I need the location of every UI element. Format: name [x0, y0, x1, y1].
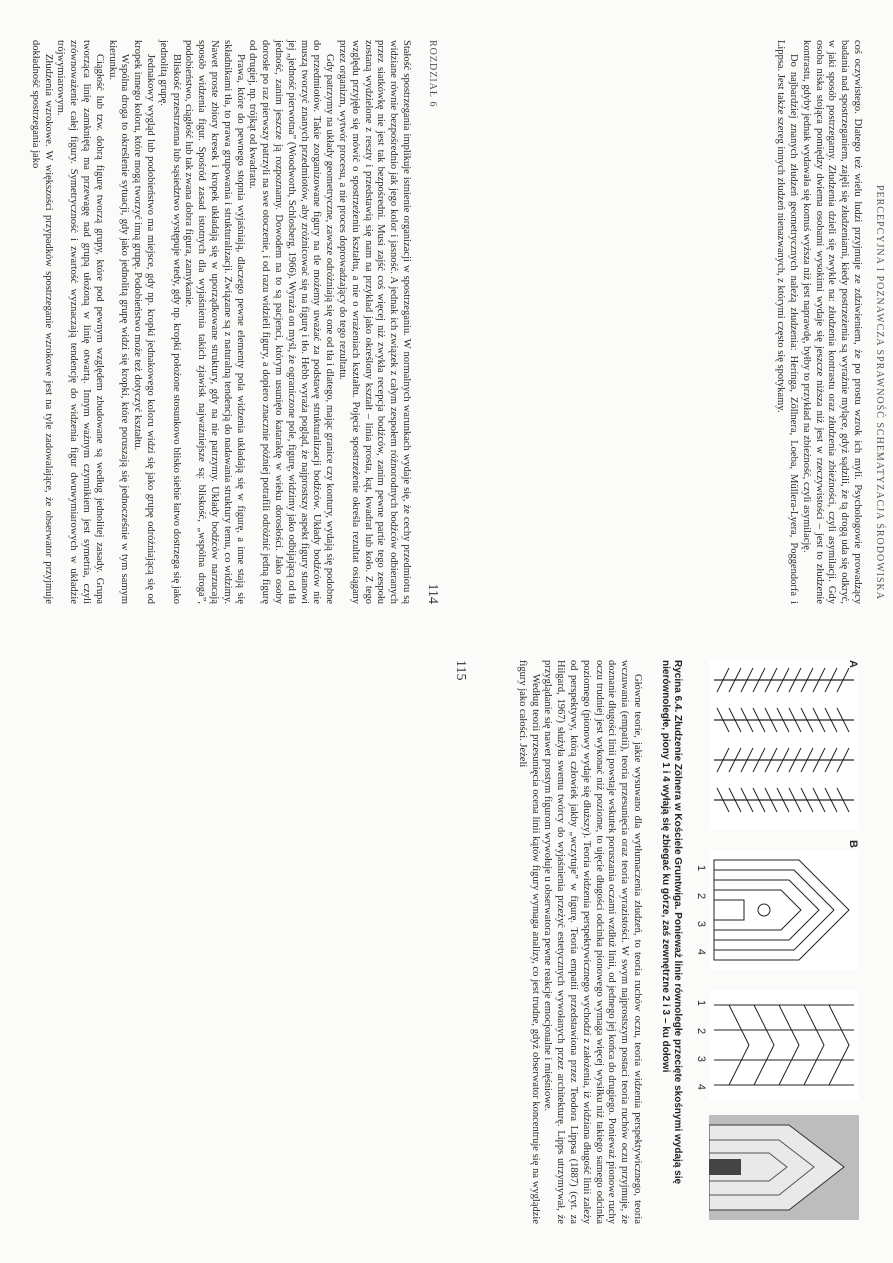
page-number: 115 [453, 660, 468, 681]
paragraph: Do najbardziej znanych złudzeń geometrycznych należą złudzenia: Heringa, Zöllnera, Loeba, Müllera-Lyera, Poggendorfa i Lippsa. Jest także szereg innych złudzeń nienazwanych, z którymi często się spotykamy. [775, 40, 800, 604]
left-page [0, 20, 446, 620]
illusion-panel-a [709, 660, 859, 830]
caption-title: Rycina 6.4. Złudzenie Zölnera w Kościele Gruntwiga. [672, 660, 683, 910]
right-page-top [446, 20, 893, 620]
number: 3 [695, 1055, 707, 1063]
number: 1 [695, 865, 707, 872]
panel-label-b: B [847, 840, 859, 848]
paragraph: Gdy patrzymy na układy geometryczne, zawsze odróżniają się one od tła i dlatego, mając granice czy kontury, wydają się podobne do przedmiotów. Takie zorganizowane figury na tle możemy uważać za podstawę strukturalizacji bodźców. Układy bodźców nie muszą tworzyć znanych przedmiotów, aby zróżnicować się na figurę i tło. Hebb wyraża pogląd, że najprostszy aspekt figury stanowi jej „jedność pierwotna” (Woodworth, Schlosberg, 1966). Wyraża on myśl, że ograniczone pole, figurę, widzimy jako odbijającą od tła jedność, zanim jeszcze ją rozpoznamy. Dowodem na to są pacjenci, którym usunięto kataraktę w wieku dorosłości. Jako osoby dorosłe po raz pierwszy patrzyli na swe otoczenie, i od razu widzieli figury, a dopiero znacznie później potrafili odróżnić jedną figurę od drugiej, np. trójkąt od kwadratu. [247, 40, 336, 604]
number: 2 [695, 1027, 707, 1035]
panel-c-numbers [695, 1000, 707, 1090]
text-column [773, 40, 863, 604]
number: 2 [695, 892, 707, 900]
paragraph: Główne teorie, jakie wysuwano dla wytłumaczenia złudzeń, to teoria ruchów oczu, teoria widzenia perspektywicznego, teoria wczuwania (empatii), teoria przesunięcia oraz teoria wyrazistości. W swym najprostszym postaci teoria ruchów oczu przyjmuje, że doznanie długości linii powstaje wskutek poruszania oczami wzdłuż linii, od jednego jej końca do drugiego. Ponieważ pionowe ruchy oczu trudniej jest wykonać niż poziome, to ujęcie długości odcinka pionowego wymaga więcej wysiłku niż takiego samego odcinka poziomego (pionowy wydaje się dłuższy). Teoria widzenia perspektywicznego wychodzi z założenia, iż widziana długość linii zależy od perspektywy, którą człowiek jakby „wczytuje” w figurę. Teoria empatii przedstawiona przez Teodora Lippsa (1887) (cyt. za Hilgard, 1967) służyła swemu twórcy do wyjaśnienia przeżyć estetycznych wywołanych przez architekturę. Lipps utrzymywał, że przyglądanie się nawet prostym figurom wywołuje u obserwatora pewne reakcje emocjonalne i mięśniowe. [542, 660, 643, 1224]
church-photo [709, 1115, 859, 1220]
caption-text: Ponieważ linie równoległe przecięte skośnymi wydają się nierównoległe, piony 1 i 4 wyłają się zbiegać ku górze, zaś zewnętrzne 2 i 3 – ku dołowi [660, 660, 683, 1185]
panel-b-numbers [695, 865, 707, 955]
figure-caption [659, 660, 683, 1220]
paragraph: Bliskość przestrzenna lub sąsiedztwo występuje wtedy, gdy np. kropki położone stosunkowo blisko siebie łatwo dostrzega się jako jednolitą grupę. [157, 40, 182, 604]
paragraph: coś oczywistego. Dlatego też wielu ludzi przyjmuje ze zdziwieniem, że po prostu wzrok ich myli. Psychologowie prowadzący badania nad spostrzeganiem, zajęli się złudzeniami, kiedy postrzeżenia są wyraźnie mylące, gdyż sądzili, że tą drogą uda się odkryć, w jaki sposób postrzegamy. Złudzenia dzieli się zwykle na: złudzenia kontrastu oraz złudzenia zbieżności, czyli asymilacji. Gdy osoba niska stojąca pomiędzy dwiema osobami wysokimi wydaje się jeszcze niższa niż jest w rzeczywistości – jest to złudzenie kontrastu, gdyby jednak wydawała się komuś wyższa niż jest naprawdę, byłby to przykład na zbieżność, czyli asymilację. [800, 40, 863, 604]
running-head: ROZDZIAŁ 6 [427, 40, 438, 108]
panel-label-a: A [847, 660, 859, 668]
paragraph: Złudzenia wzrokowe. W większości przypadków spostrzeganie wzrokowe jest na tyle zadowalające, że obserwator przyjmuje dokładność spostrzegania jako [29, 40, 54, 604]
illusion-panel-c-lines [709, 990, 859, 1100]
paragraph: Prawa, które do pewnego stopnia wyjaśniają, dlaczego pewne elementy pola widzenia układają się w figurę, a inne stają się składnikami tła, to prawa grupowania i strukturalizacji. Związane są z naturalną tendencją do nadawania struktury temu, co widzimy. Nawet proste zbiory kresek i kropek układają się w uporządkowane struktury, gdy na nie patrzymy. Układy bodźców narzucają sposób widzenia figur. Spośród zasad istotnych dla wyjaśnienia takich zjawisk najważniejsze są: bliskość, „wspólna droga”, podobieństwo, ciągłość lub tak zwana dobra figura, zamykanie. [183, 40, 246, 604]
running-head: PERCEPCYJNA I POZNAWCZA SPRAWNOŚĆ SCHEMATYZACJA ŚRODOWISKA [874, 184, 885, 600]
page-number: 114 [425, 583, 440, 604]
paragraph: Wspólna droga to określenie sytuacji, gdy jako jednolitą grupę widzi się kropki, które poruszają się jednocześnie w tym samym kierunku. [106, 40, 131, 604]
figure-zollner-illusion [689, 660, 859, 1220]
paragraph: Stałość spostrzegania implikuje istnienie organizacji w spostrzeganiu. W normalnych warunkach wydaje się, że cechy przedmiotu są widziane równie bezpośrednio jak jego kolor i jasność. A jednak ich związek z całym zespołem różnorodnych bodźców odbieranych przez siatkówkę nie jest tak bezpośredni. Musi zajść coś więcej niż zwykła recepcja bodźców, zanim pewne partie tego zespołu zostaną wydzielone z reszty i przedstawią się nam na przykład jako określony kształt – linia prosta, kąt, kwadrat lub koło. Z tego względu przyjęło się mówić o spostrzeżeniu kształtu, a nie o wrażeniach kształtu. Pojęcie spostrzeżenie określa rezultat osiągany przez organizm, wytwór procesu, a nie proces doprowadzający do tego rezultatu. [337, 40, 412, 604]
paragraph: Jednakowy wygląd lub podobieństwo ma miejsce, gdy np. kropki jednakowego koloru widzi się jako grupę odróżniającą się od kropek innego koloru, które mogą tworzyć inną grupę. Podobieństwo może też dotyczyć kształtu. [132, 40, 157, 604]
illusion-panel-b-church [709, 850, 859, 970]
number: 1 [695, 1000, 707, 1007]
right-page [446, 640, 893, 1240]
number: 4 [695, 1083, 707, 1090]
paragraph: Według teorii przesunięcia ocena linii kątów figury wymaga analizy, co jest trudne, gdyż obserwator koncentruje się na wyglądzie figury jako całości. Jeżeli [516, 660, 541, 1224]
text-column [515, 660, 643, 1224]
paragraph: Ciągłość lub tzw. dobrą figurę tworzą grupy, które pod pewnym względem zbudowane są według jednolitej zasady. Grupa tworząca linię zamkniętą ma przewagę nad grupą ułożoną w linię otwartą. Innym ważnym czynnikiem jest symetria, czyli zrównoważenie całej figury. Symetryczność i zwartość wyznaczają tendencję do widzenia figur dwuwymiarowych w układzie trójwymiarowym. [55, 40, 105, 604]
number: 3 [695, 920, 707, 928]
text-column [28, 40, 412, 604]
number: 4 [695, 948, 707, 955]
